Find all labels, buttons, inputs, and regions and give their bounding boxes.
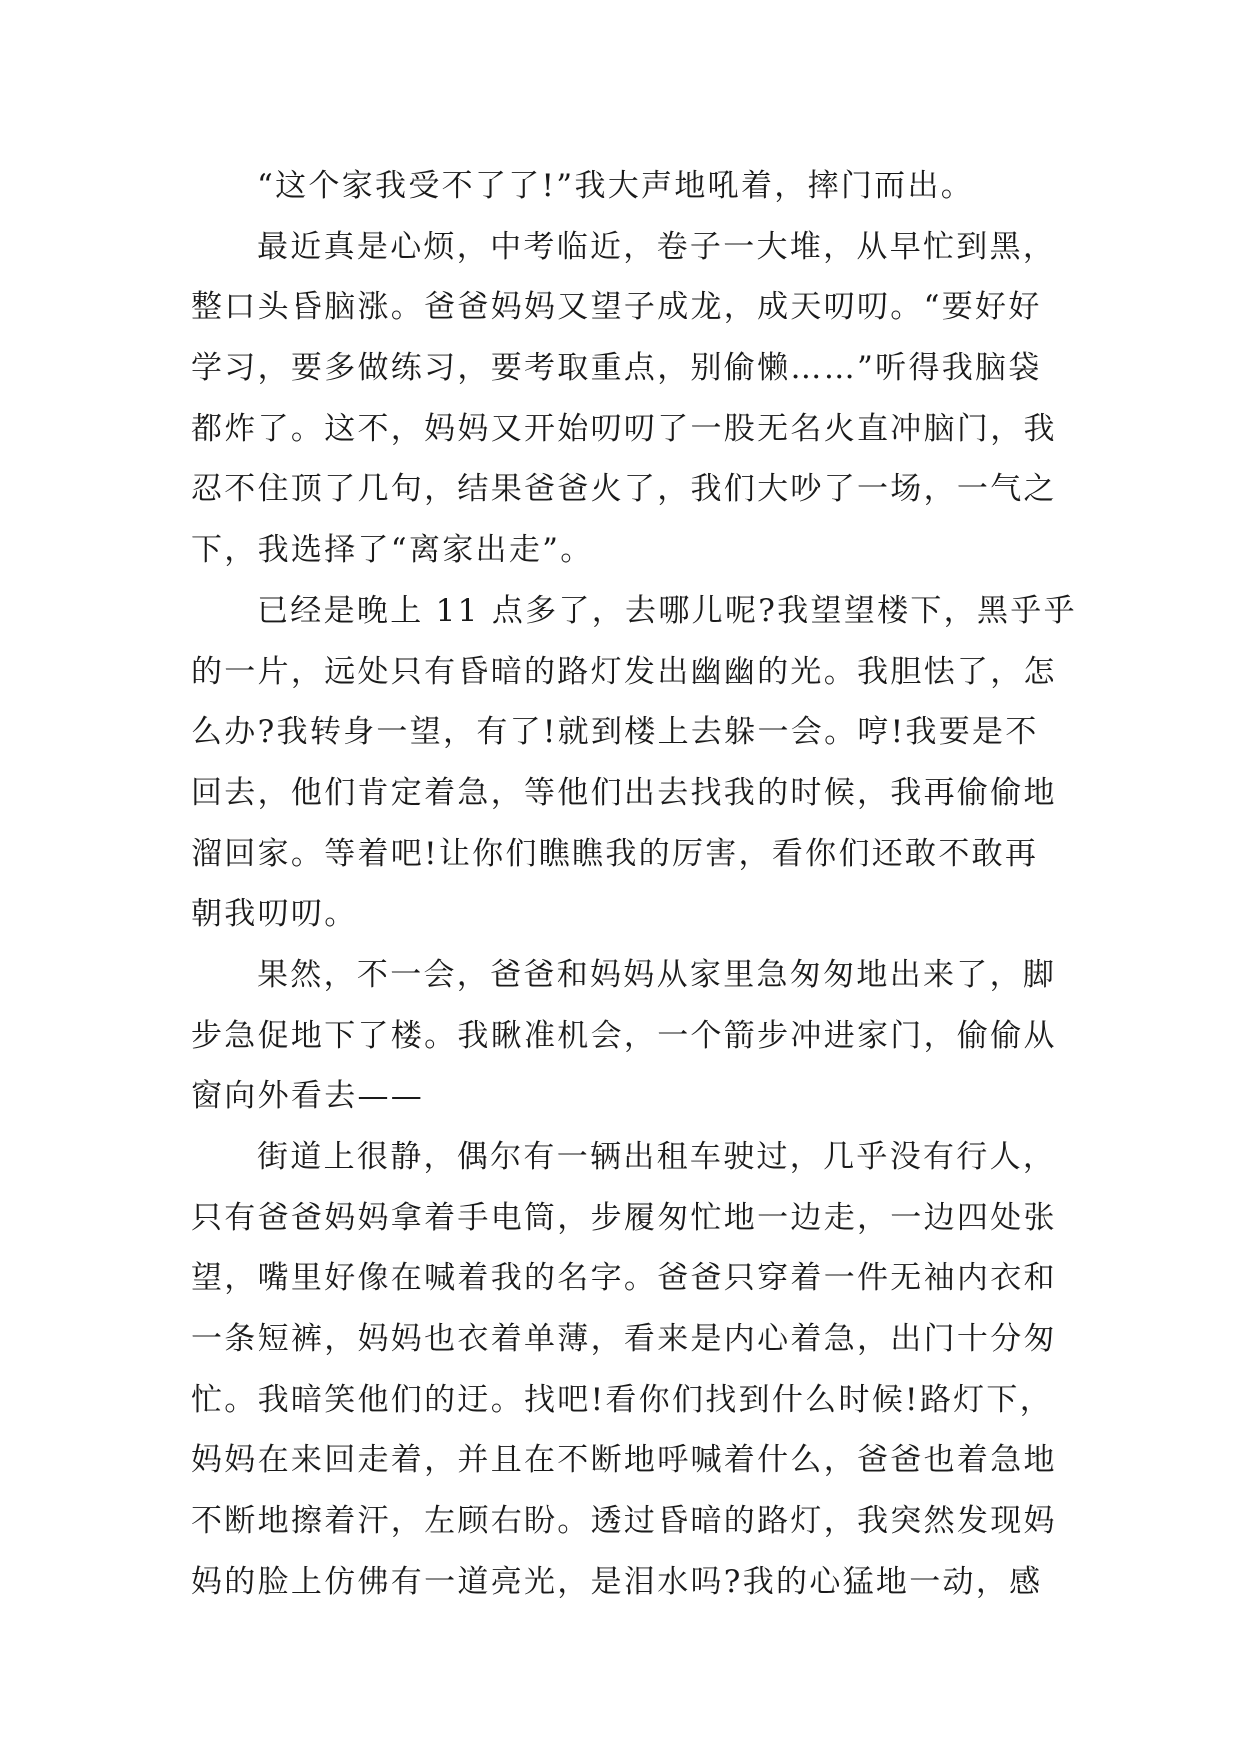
text-line: 都炸了。这不，妈妈又开始叨叨了一股无名火直冲脑门，我 [191,410,1057,447]
text-line: “这个家我受不了了!”我大声地吼着，摔门而出。 [257,168,975,204]
text-line: 忍不住顶了几句，结果爸爸火了，我们大吵了一场，一气之 [191,471,1057,508]
essay-body [191,156,1077,1613]
text-line: 只有爸爸妈妈拿着手电筒，步履匆忙地一边走，一边四处张 [191,1199,1057,1236]
text-line: 朝我叨叨。 [191,896,358,933]
text-line: 下，我选择了“离家出走”。 [191,532,594,569]
text-line: 回去，他们肯定着急，等他们出去找我的时候，我再偷偷地 [191,774,1057,811]
text-line: 的一片，远处只有昏暗的路灯发出幽幽的光。我胆怯了，怎 [191,653,1057,690]
text-line: 一条短裤，妈妈也衣着单薄，看来是内心着急，出门十分匆 [191,1321,1057,1358]
text-line: 么办?我转身一望，有了!就到楼上去躲一会。哼!我要是不 [191,714,1039,751]
text-line: 妈的脸上仿佛有一道亮光，是泪水吗?我的心猛地一动，感 [191,1563,1043,1600]
text-line: 望，嘴里好像在喊着我的名字。爸爸只穿着一件无袖内衣和 [191,1260,1057,1297]
text-line: 最近真是心烦，中考临近，卷子一大堆，从早忙到黑， [257,228,1057,265]
text-line: 街道上很静，偶尔有一辆出租车驶过，几乎没有行人， [257,1139,1057,1175]
text-line: 窗向外看去—— [191,1078,425,1115]
text-line: 已经是晚上 11 点多了，去哪儿呢?我望望楼下，黑乎乎 [257,592,1077,629]
text-line: 妈妈在来回走着，并且在不断地呼喊着什么，爸爸也着急地 [191,1442,1057,1479]
text-line: 不断地擦着汗，左顾右盼。透过昏暗的路灯，我突然发现妈 [191,1503,1057,1540]
text-line: 忙。我暗笑他们的迂。找吧!看你们找到什么时候!路灯下， [191,1381,1054,1418]
text-line: 学习，要多做练习，要考取重点，别偷懒……”听得我脑袋 [191,350,1042,387]
text-line: 步急促地下了楼。我瞅准机会，一个箭步冲进家门，偷偷从 [191,1017,1057,1054]
text-line: 果然，不一会，爸爸和妈妈从家里急匆匆地出来了，脚 [257,956,1057,993]
text-line: 整口头昏脑涨。爸爸妈妈又望子成龙，成天叨叨。“要好好 [191,289,1042,326]
text-line: 溜回家。等着吧!让你们瞧瞧我的厉害，看你们还敢不敢再 [191,835,1039,872]
